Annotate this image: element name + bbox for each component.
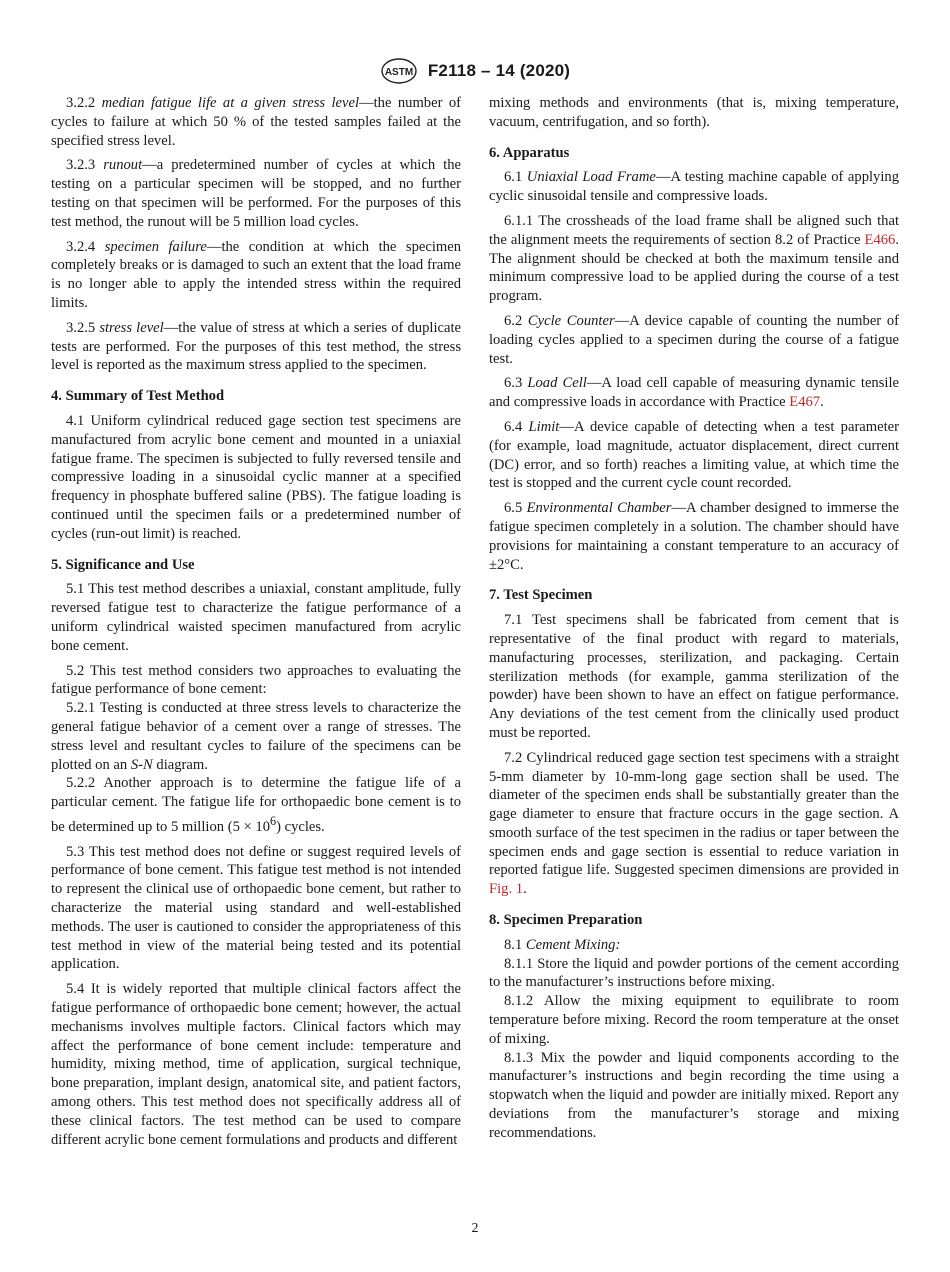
section-heading-7: 7. Test Specimen: [489, 587, 593, 604]
para-3-2-3: 3.2.3 runout—a predetermined number of cycles at which the testing on a particular specimen will be stopped, and no further testing on that specimen will be performed. For the purposes of this test method, the runout will be 5 million load cycles.: [51, 157, 461, 230]
para-6-5: 6.5 Environmental Chamber—A chamber designed to immerse the fatigue specimen completely in a solution. The chamber should have provisions for maintaining a constant temperature to an accuracy of ±2°C.: [489, 500, 899, 573]
para-3-2-2: 3.2.2 median fatigue life at a given stress level—the number of cycles to failure at which 50 % of the tested samples failed at the specified stress level.: [51, 95, 461, 149]
para-3-2-5: 3.2.5 stress level—the value of stress at which a series of duplicate tests are performed. For the purposes of this test method, the stress level is reported as the maximum stress applied to the specimen.: [51, 319, 461, 374]
para-5-2-1: 5.2.1 Testing is conducted at three stress levels to characterize the general fatigue behavior of a cement over a range of stresses. The stress level and resultant cycles to failure of the specimens can be plotted on an S-N diagram.: [51, 700, 461, 773]
para-6-3: 6.3 Load Cell—A load cell capable of measuring dynamic tensile and compressive loads in accordance with Practice E467.: [489, 375, 899, 411]
para-6-1: 6.1 Uniaxial Load Frame—A testing machine capable of applying cyclic sinusoidal tensile and compressive loads.: [489, 169, 899, 205]
para-8-1-3: 8.1.3 Mix the powder and liquid components according to the manufacturer’s instructions and begin recording the time using a stopwatch when the liquid and powder are initially mixed. Report any deviations from the manufacturer’s storage and mixing recommendations.: [489, 1049, 899, 1141]
para-5-1: 5.1 This test method describes a uniaxial, constant amplitude, fully reversed fatigue test to characterize the fatigue performance of a uniform cylindrical waisted specimen manufactured from acrylic bone cement.: [51, 581, 461, 654]
section-heading-4: 4. Summary of Test Method: [51, 388, 225, 405]
reference-link-e466[interactable]: E466: [864, 231, 896, 248]
para-6-2: 6.2 Cycle Counter—A device capable of counting the number of loading cycles applied to a specimen during the course of a fatigue test.: [489, 312, 899, 367]
standard-designation: F2118 – 14 (2020): [427, 61, 571, 80]
section-heading-6: 6. Apparatus: [489, 144, 570, 161]
para-7-1: 7.1 Test specimens shall be fabricated from cement that is representative of the final product with regard to materials, manufacturing processes, sterilization, and packaging. Certain sterilization methods (for example, gamma sterilization of the powder) have been shown to have an effect on fatigue performance. Any deviations of the test cement from the clinically used product must be reported.: [489, 612, 899, 741]
para-5-4: 5.4 It is widely reported that multiple clinical factors affect the fatigue performance of orthopaedic bone cement; however, the actual mechanisms involves multiple factors. Clinical factors which may affect the performance of bone cement include: temperature and humidity, mixing method, time of application, surgical technique, bone preparation, implant design, anatomical site, and patient factors, among others. This test method does not specifically address all of these clinical factors. The test method can be used to compare different acrylic bone cement formulations and products and different: [51, 981, 461, 1148]
section-heading-5: 5. Significance and Use: [51, 556, 195, 573]
para-5-4-continued: mixing methods and environments (that is, mixing temperature, vacuum, centrifugation, and so forth).: [489, 95, 899, 130]
para-8-1-2: 8.1.2 Allow the mixing equipment to equilibrate to room temperature before mixing. Record the room temperature at the onset of mixing.: [489, 993, 899, 1047]
para-4-1: 4.1 Uniform cylindrical reduced gage section test specimens are manufactured from acrylic bone cement and mounted in a uniaxial fatigue frame. The specimen is subjected to fully reversed tensile and compressive loading in a sinusoidal cyclic manner at a specified frequency in phosphate buffered saline (PBS). The fatigue loading is continued until the specimen fails or a predetermined number of cycles (run-out limit) is reached.: [51, 412, 461, 542]
reference-link-e467[interactable]: E467: [789, 394, 821, 411]
page-header: [0, 58, 950, 84]
left-column: [51, 94, 461, 1155]
page-number: 2: [471, 1221, 479, 1236]
para-6-4: 6.4 Limit—A device capable of detecting when a test parameter (for example, load magnitude, actuator displacement, direct current (DC) error, and so forth) reaches a limiting value, at which time the test is stopped and the current cycle count recorded.: [489, 418, 899, 492]
right-column: [489, 94, 899, 1143]
para-8-1-1: 8.1.1 Store the liquid and powder portions of the cement according to the manufacturer’s instructions before mixing.: [489, 955, 899, 991]
para-3-2-4: 3.2.4 specimen failure—the condition at which the specimen completely breaks or is damaged to such an extent that the load frame is no longer able to apply the intended stress within the required limits.: [51, 238, 461, 311]
para-5-3: 5.3 This test method does not define or suggest required levels of performance of bone cement. This fatigue test method is not intended to represent the clinical use of orthopaedic bone cement, but rather to characterize the material using standard and well-established methods. The user is cautioned to consider the appropriateness of this test method in view of the material being tested and its potential application.: [51, 843, 461, 973]
astm-logo-icon: [380, 58, 418, 84]
para-7-2: 7.2 Cylindrical reduced gage section test specimens with a straight 5-mm diameter by 10-mm-long gage section shall be used. The diameter of the specimen ends shall be substantially greater than the gage diameter to ensure that fracture occurs in the gage section. A smooth surface of the test specimen in the radius or taper between the specimen ends and gage section is essential to reduce variation in reported fatigue life. Suggested specimen dimensions are provided in Fig. 1.: [489, 749, 899, 898]
section-heading-8: 8. Specimen Preparation: [489, 912, 643, 929]
reference-link-fig-1[interactable]: Fig. 1: [489, 881, 524, 898]
para-6-1-1: 6.1.1 The crossheads of the load frame shall be aligned such that the alignment meets the requirements of section 8.2 of Practice E466. The alignment should be checked at both the maximum tensile and minimum compressive load to be applied during the course of a test program.: [489, 212, 899, 305]
para-8-1: 8.1 Cement Mixing:: [504, 936, 621, 953]
svg-text:ASTM: ASTM: [384, 67, 413, 78]
para-5-2: 5.2 This test method considers two approaches to evaluating the fatigue performance of bone cement:: [51, 662, 461, 698]
para-5-2-2: 5.2.2 Another approach is to determine the fatigue life of a particular cement. The fatigue life for orthopaedic bone cement is to be determined up to 5 million $(5 \times 10^6)$ cycles.: [51, 775, 461, 835]
